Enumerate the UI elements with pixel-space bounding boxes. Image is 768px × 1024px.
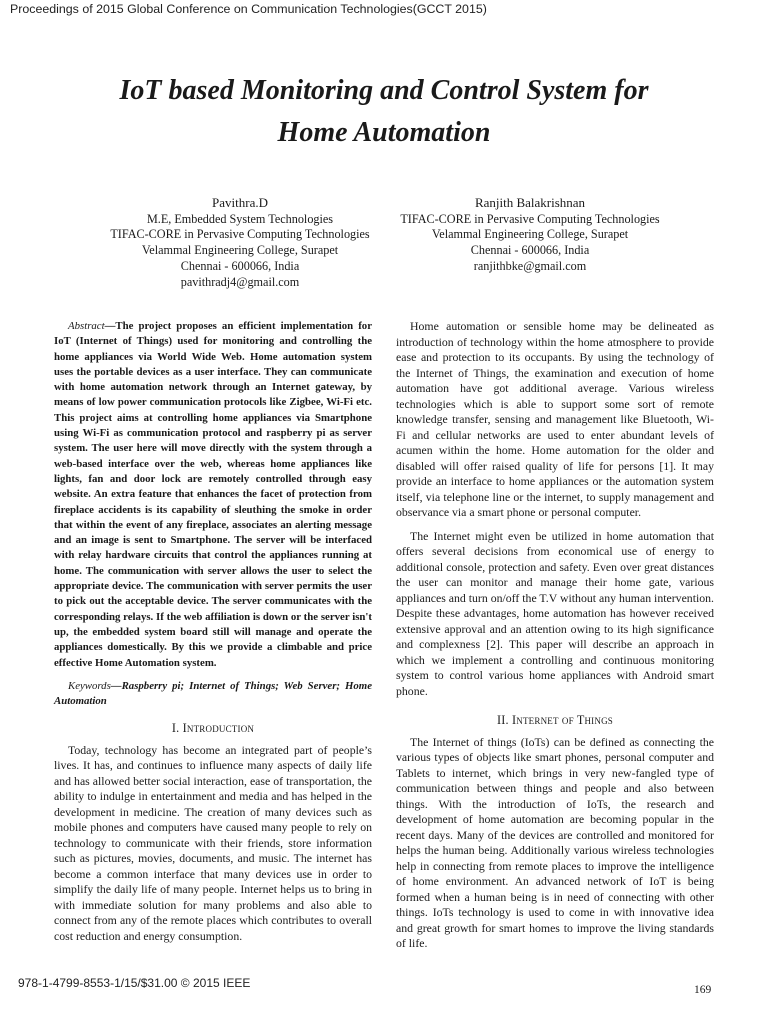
abstract-label: Abstract xyxy=(68,320,105,332)
author-affiliation-line: Velammal Engineering College, Surapet xyxy=(141,243,339,258)
author-affiliation-line: Chennai - 600066, India xyxy=(470,243,590,258)
author-affiliation-line: M.E, Embedded System Technologies xyxy=(146,211,334,226)
introduction-paragraph: Today, technology has become an integrated part of people’s lives. It has, and continues to influence many aspects of daily life and has allowed better social interaction, ease of transportation, the ability to indulge in entertainment and media and has helped in the development in medicine. The creation of many devices such as mobile phones and computers have caused many people to rely on technology to communicate with their friends, store information such as pictures, movies, documents, and music. The internet has become a common interface that many devices use in order to simplify the daily life of many people. Internet helps us to bring in with immediate solution for many problems and also able to connect from any of the remote places which contributes to overall cost reduction and energy consumption. xyxy=(54,742,372,943)
keywords-text: —Raspberry pi; Internet of Things; Web Server; Home Automation xyxy=(54,679,372,708)
footer-copyright: 978-1-4799-8553-1/15/$31.00 © 2015 IEEE xyxy=(18,976,251,990)
iot-paragraph: The Internet of things (IoTs) can be defined as connecting the various types of objects like smart phones, personal computer and Tablets to internet, which brings in very new-fangled type of communication between things and people and also between things. With the introduction of IoTs, the research and development of home automation are becoming popular in the recent days. Many of the devices are controlled and monitored for helps the human being. Additionally various wireless technologies help in connecting from remote places to improve the intelligence of home environment. An advanced network of IoT is being formed when a human being is in need of connecting with other things. IoTs technology is used to come in with innovative idea and great growth for smart homes to improve the living standards of life. xyxy=(396,734,714,950)
section-heading-introduction: I. Introduction xyxy=(171,721,255,736)
abstract xyxy=(54,319,372,671)
author-affiliation-line: TIFAC-CORE in Pervasive Computing Technologies xyxy=(110,227,370,242)
body-paragraph: The Internet might even be utilized in home automation that offers several decisions from economical use of energy to additional console, protection and safety. Even over great distances the user can monitor and manage their home gate, various appliances and turn on/off the T.V without any human intervention. Despite these advantages, home automation has however received extensive approval and an attention owing to its high significance and complexness [2]. This paper will describe an approach in which we implement a controlling and continuous monitoring system to control various home appliances with Android smart phone. xyxy=(396,528,714,698)
abstract-text: —The project proposes an efficient implementation for IoT (Internet of Things) used for monitoring and controlling the home appliances via World Wide Web. Home automation system uses the portable devices as a user interface. They can communicate with home automation network through an Internet gateway, by means of low power communication protocols like Zigbee, Wi-Fi etc. This project aims at controlling home appliances via Smartphone using Wi-Fi as communication protocol and raspberry pi as server system. The user here will move directly with the system through a web-based interface over the web, whereas home appliances like lights, fan and door lock are remotely controlled through easy website. An extra feature that enhances the facet of protection from fireplace accidents is its capability of sleuthing the smoke in order that within the event of any fireplace, associates an alerting message and an image is sent to Smartphone. The server will be interfaced with relay hardware circuits that control the appliances running at home. The communication with server allows the user to select the appropriate device. The communication with server permits the user to pick out the acceptable device. The server communicates with the corresponding relays. If the web affiliation is down or the server isn't up, the embedded system board still will manage and operate the appliances domestically. By this we provide a climbable and price effective Home Automation system. xyxy=(54,320,372,669)
author-affiliation-line: TIFAC-CORE in Pervasive Computing Technologies xyxy=(400,211,660,226)
author-block-2 xyxy=(330,195,730,275)
author-affiliation-line: Chennai - 600066, India xyxy=(180,258,300,273)
author-email: ranjithbke@gmail.com xyxy=(473,258,587,273)
title-line-2: Home Automation xyxy=(277,117,491,148)
paper-title xyxy=(0,70,768,154)
page-number: 169 xyxy=(694,984,712,996)
keywords xyxy=(54,679,372,710)
author-email: pavithradj4@gmail.com xyxy=(180,274,300,289)
author-name: Pavithra.D xyxy=(212,195,268,210)
running-header: Proceedings of 2015 Global Conference on Communication Technologies(GCCT 2015) xyxy=(10,2,487,16)
left-column xyxy=(54,319,372,944)
author-affiliation-line: Velammal Engineering College, Surapet xyxy=(431,227,629,242)
section-heading-internet-of-things: II. Internet of Things xyxy=(497,713,613,727)
author-name: Ranjith Balakrishnan xyxy=(474,195,586,210)
title-line-1: IoT based Monitoring and Control System for xyxy=(119,75,649,106)
body-paragraph: Home automation or sensible home may be delineated as introduction of technology within the home atmosphere to provide ease and protection to its occupants. By using the technology of the Internet of Things, the examination and execution of home automation have got additional average. Various wireless technologies which is able to support some sort of remote knowledge transfer, sensing and management like Bluetooth, Wi-Fi and cellular networks are used to enter abundant levels of acumen within the home. Home automation for the older and disabled will offer raised quality of life for persons [1]. It may provide an interface to home appliances or the automation system itself, via telephone line or the internet, to supply management and observance via a smart phone or personal computer. xyxy=(396,319,714,519)
keywords-label: Keywords xyxy=(68,679,111,692)
right-column xyxy=(396,319,714,952)
